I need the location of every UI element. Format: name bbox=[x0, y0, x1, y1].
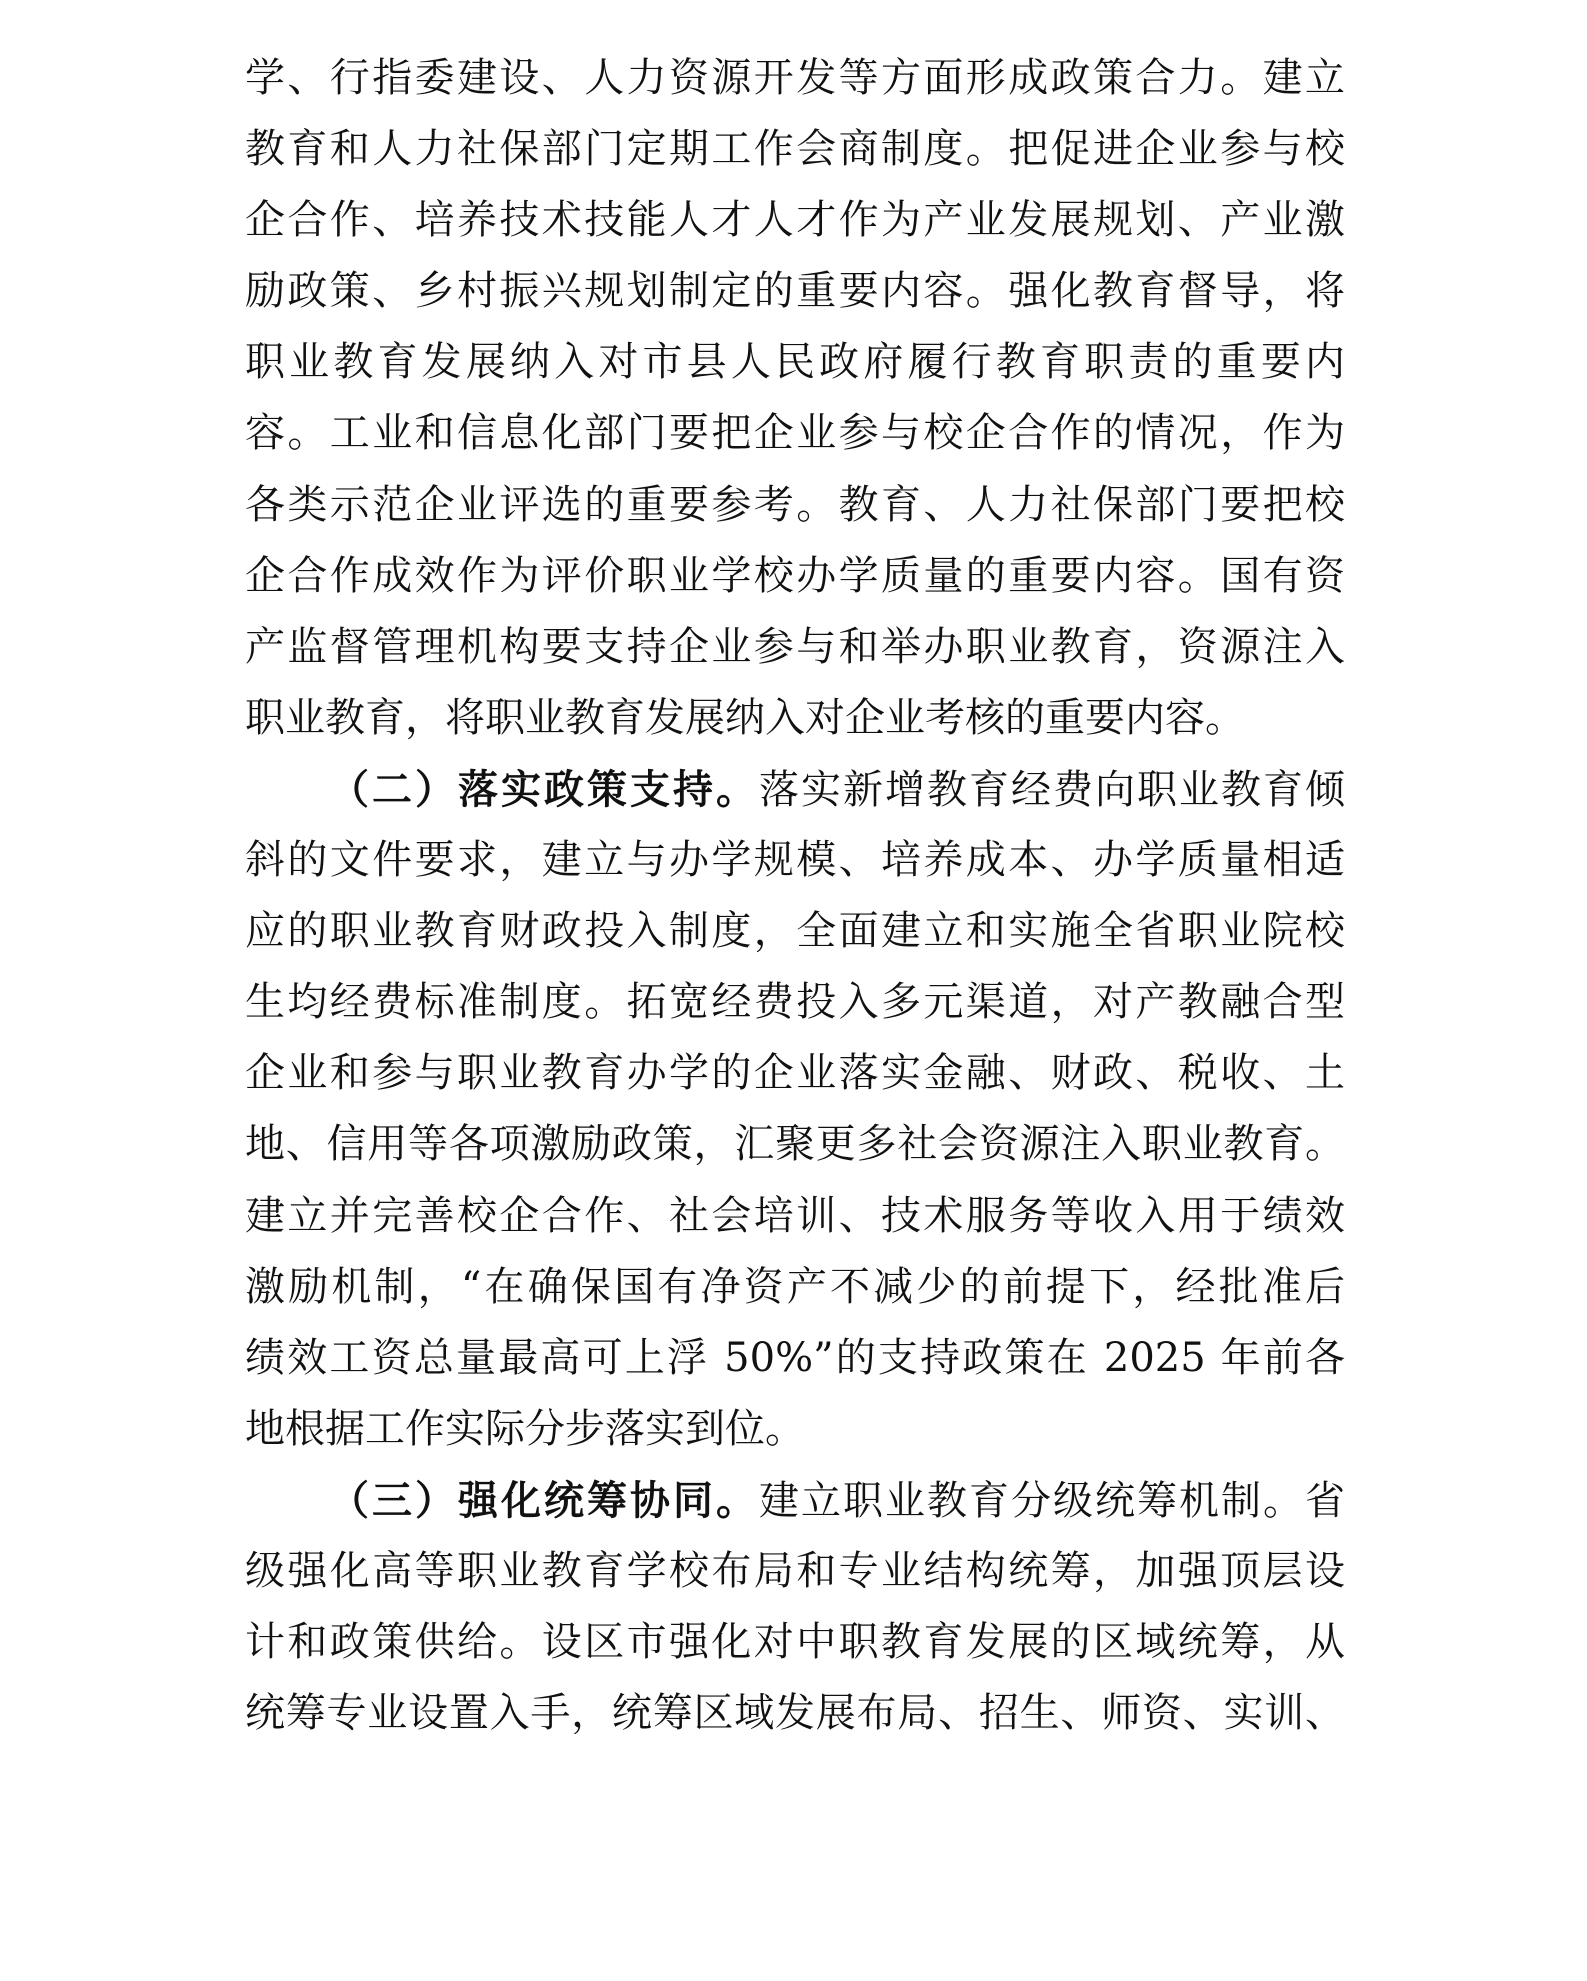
section-3-heading: （三）强化统筹协同。 bbox=[329, 1476, 759, 1524]
text-line: 产监督管理机构要支持企业参与和举办职业教育，资源注入 bbox=[245, 623, 1345, 670]
text-line: 企业和参与职业教育办学的企业落实金融、财政、税收、土 bbox=[245, 1050, 1345, 1097]
text-line: 激励机制，“在确保国有净资产不减少的前提下，经批准后 bbox=[245, 1263, 1345, 1310]
text-line: 地、信用等各项激励政策，汇聚更多社会资源注入职业教育。 bbox=[245, 1121, 1345, 1168]
text-line: 教育和人力社保部门定期工作会商制度。把促进企业参与校 bbox=[245, 126, 1345, 173]
text-line: 绩效工资总量最高可上浮 50%”的支持政策在 2025 年前各 bbox=[245, 1334, 1345, 1381]
text-line: 容。工业和信息化部门要把企业参与校企合作的情况，作为 bbox=[245, 410, 1345, 457]
text-line: 生均经费标准制度。拓宽经费投入多元渠道，对产教融合型 bbox=[245, 979, 1345, 1026]
text-line: 企合作、培养技术技能人才人才作为产业发展规划、产业激 bbox=[245, 197, 1345, 244]
text-line: 职业教育发展纳入对市县人民政府履行教育职责的重要内 bbox=[245, 339, 1345, 386]
text-line: 斜的文件要求，建立与办学规模、培养成本、办学质量相适 bbox=[245, 837, 1345, 884]
section-2 bbox=[245, 754, 1345, 1465]
section-2-heading: （二）落实政策支持。 bbox=[329, 765, 759, 813]
text-line: 建立并完善校企合作、社会培训、技术服务等收入用于绩效 bbox=[245, 1192, 1345, 1239]
text-line: 应的职业教育财政投入制度，全面建立和实施全省职业院校 bbox=[245, 908, 1345, 955]
text-line: 计和政策供给。设区市强化对中职教育发展的区域统筹，从 bbox=[245, 1619, 1345, 1666]
document-body bbox=[245, 43, 1345, 1749]
section-3-first-line-text: 建立职业教育分级统筹机制。省 bbox=[759, 1477, 1345, 1524]
text-line: 地根据工作实际分步落实到位。 bbox=[245, 1405, 805, 1452]
section-3 bbox=[245, 1465, 1345, 1749]
text-line: 各类示范企业评选的重要参考。教育、人力社保部门要把校 bbox=[245, 481, 1345, 528]
section-2-first-line-text: 落实新增教育经费向职业教育倾 bbox=[759, 766, 1345, 813]
text-line: 企合作成效作为评价职业学校办学质量的重要内容。国有资 bbox=[245, 552, 1345, 599]
section-2-first-line bbox=[245, 754, 1345, 825]
section-3-first-line bbox=[245, 1465, 1345, 1536]
paragraph-1 bbox=[245, 43, 1345, 754]
text-line: 统筹专业设置入手，统筹区域发展布局、招生、师资、实训、 bbox=[245, 1690, 1345, 1737]
text-line: 级强化高等职业教育学校布局和专业结构统筹，加强顶层设 bbox=[245, 1547, 1345, 1594]
text-line: 学、行指委建设、人力资源开发等方面形成政策合力。建立 bbox=[245, 55, 1345, 101]
text-line: 励政策、乡村振兴规划制定的重要内容。强化教育督导，将 bbox=[245, 268, 1345, 315]
text-line: 职业教育，将职业教育发展纳入对企业考核的重要内容。 bbox=[245, 694, 1245, 741]
